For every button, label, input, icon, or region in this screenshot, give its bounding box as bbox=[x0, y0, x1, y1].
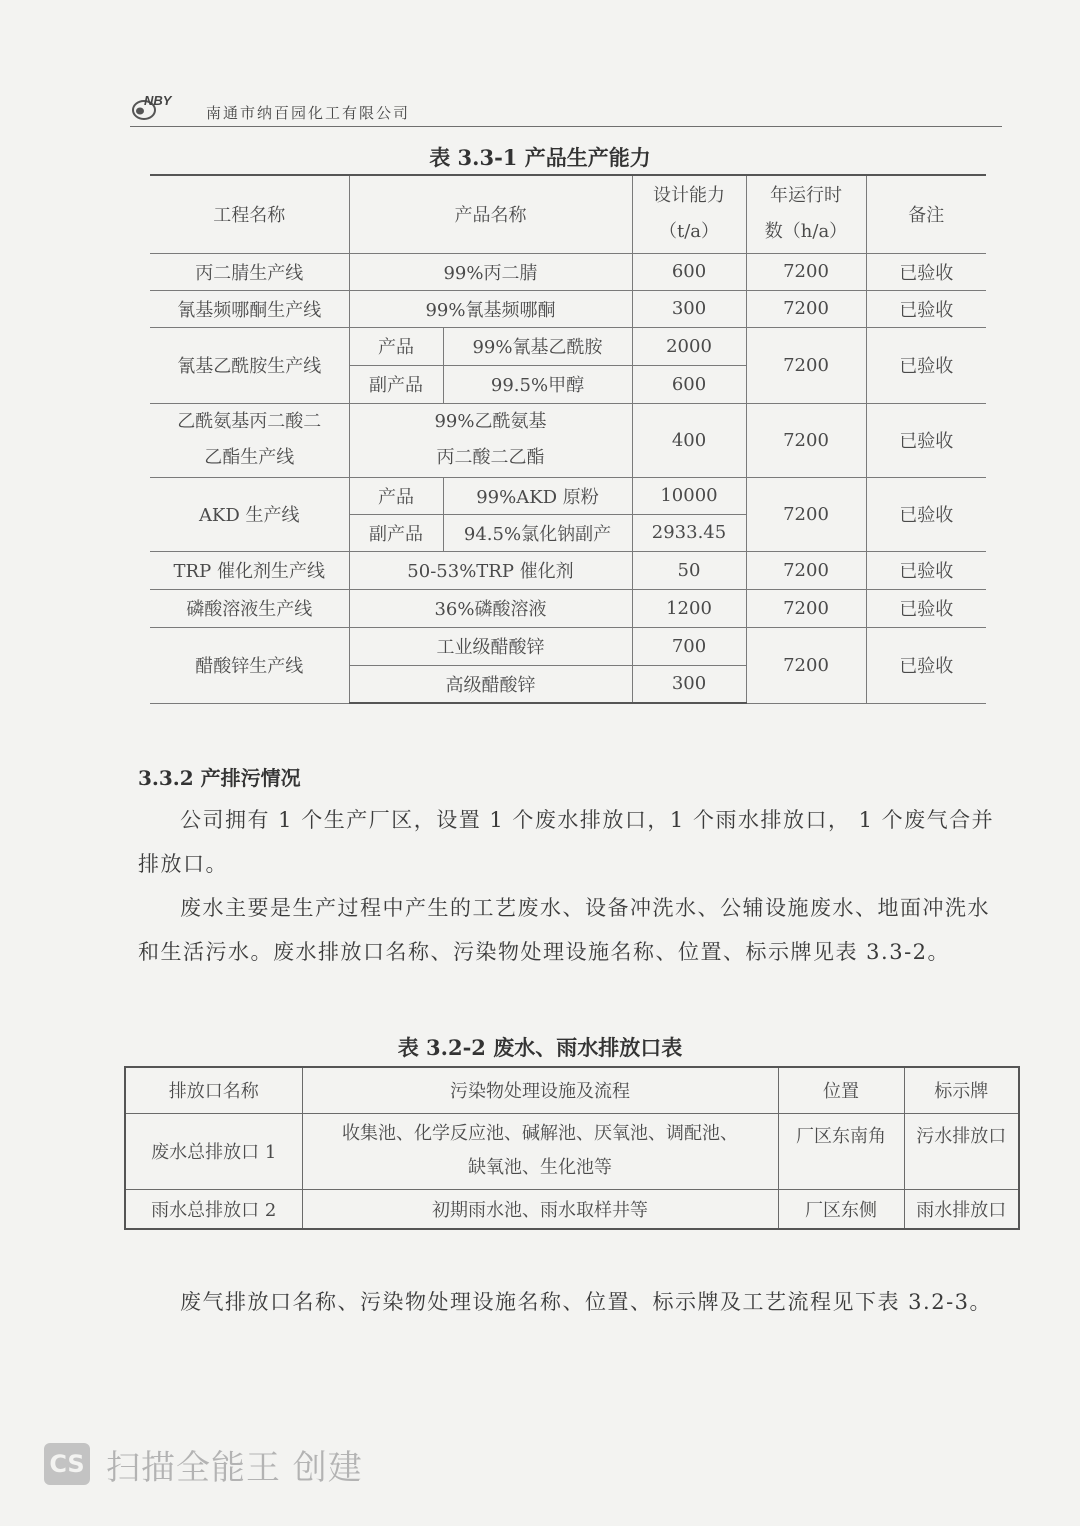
cell-remark: 已验收 bbox=[866, 477, 986, 551]
table-row bbox=[150, 290, 986, 327]
paragraph-3: 废气排放口名称、污染物处理设施名称、位置、标示牌及工艺流程见下表 3.2-3。 bbox=[180, 1290, 993, 1314]
cell-capacity: 600 bbox=[632, 365, 746, 403]
header-facility: 污染物处理设施及流程 bbox=[302, 1067, 778, 1113]
watermark-text: 扫描全能王 创建 bbox=[106, 1447, 363, 1488]
scanner-watermark bbox=[44, 1440, 363, 1488]
outlet-table bbox=[124, 1066, 1020, 1230]
cell-product: 99%氰基乙酰胺 bbox=[443, 327, 632, 365]
header-capacity: 设计能力 （t/a） bbox=[632, 175, 746, 253]
cell-project: TRP 催化剂生产线 bbox=[150, 551, 349, 589]
cell-product: 99%丙二腈 bbox=[349, 253, 632, 290]
cell-sign: 雨水排放口 bbox=[904, 1189, 1019, 1229]
cell-product: 99%AKD 原粉 bbox=[443, 477, 632, 514]
cell-capacity: 50 bbox=[632, 551, 746, 589]
cell-location: 厂区东侧 bbox=[778, 1189, 904, 1229]
cell-capacity: 1200 bbox=[632, 589, 746, 627]
cell-capacity: 600 bbox=[632, 253, 746, 290]
cell-product: 工业级醋酸锌 bbox=[349, 627, 632, 665]
section-heading: 3.3.2 产排污情况 bbox=[138, 766, 301, 790]
cell-outlet: 雨水总排放口 2 bbox=[125, 1189, 302, 1229]
cell-type: 产品 bbox=[349, 327, 443, 365]
cell-product: 99%氰基频哪酮 bbox=[349, 290, 632, 327]
header-project: 工程名称 bbox=[150, 175, 349, 253]
cell-remark: 已验收 bbox=[866, 290, 986, 327]
cell-product: 94.5%氯化钠副产 bbox=[443, 514, 632, 551]
cell-remark: 已验收 bbox=[866, 551, 986, 589]
header-hours: 年运行时 数（h/a） bbox=[746, 175, 866, 253]
cell-capacity: 700 bbox=[632, 627, 746, 665]
header-location: 位置 bbox=[778, 1067, 904, 1113]
cell-capacity: 2000 bbox=[632, 327, 746, 365]
table-row bbox=[150, 253, 986, 290]
cell-capacity: 2933.45 bbox=[632, 514, 746, 551]
cell-facility: 收集池、化学反应池、碱解池、厌氧池、调配池、 缺氧池、生化池等 bbox=[302, 1113, 778, 1189]
paragraph-1: 公司拥有 1 个生产厂区，设置 1 个废水排放口，1 个雨水排放口， 1 个废气合并排放口。 bbox=[138, 808, 995, 876]
cell-product: 36%磷酸溶液 bbox=[349, 589, 632, 627]
header-outlet: 排放口名称 bbox=[125, 1067, 302, 1113]
cell-remark: 已验收 bbox=[866, 403, 986, 477]
production-capacity-table bbox=[150, 174, 986, 704]
table2-caption: 表 3.2-2 废水、雨水排放口表 bbox=[397, 1035, 683, 1060]
cell-remark: 已验收 bbox=[866, 253, 986, 290]
cell-capacity: 300 bbox=[632, 290, 746, 327]
table-row bbox=[150, 327, 986, 365]
cell-sign: 污水排放口 bbox=[904, 1113, 1019, 1189]
table-row bbox=[150, 627, 986, 665]
header-sign: 标示牌 bbox=[904, 1067, 1019, 1113]
cell-type: 副产品 bbox=[349, 514, 443, 551]
cell-capacity: 400 bbox=[632, 403, 746, 477]
cell-remark: 已验收 bbox=[866, 589, 986, 627]
header-remark: 备注 bbox=[866, 175, 986, 253]
company-logo bbox=[130, 92, 202, 122]
cell-type: 副产品 bbox=[349, 365, 443, 403]
cell-hours: 7200 bbox=[746, 589, 866, 627]
cell-location: 厂区东南角 bbox=[778, 1113, 904, 1189]
cell-project: 乙酰氨基丙二酸二 乙酯生产线 bbox=[150, 403, 349, 477]
cell-facility: 初期雨水池、雨水取样井等 bbox=[302, 1189, 778, 1229]
table-header-row bbox=[150, 175, 986, 253]
cell-project: 醋酸锌生产线 bbox=[150, 627, 349, 703]
camscanner-logo: CS bbox=[44, 1443, 90, 1485]
cell-project: 氰基频哪酮生产线 bbox=[150, 290, 349, 327]
cell-capacity: 300 bbox=[632, 665, 746, 703]
table-row bbox=[150, 551, 986, 589]
cell-product: 高级醋酸锌 bbox=[349, 665, 632, 703]
cell-capacity: 10000 bbox=[632, 477, 746, 514]
table-header-row bbox=[125, 1067, 1019, 1113]
cell-hours: 7200 bbox=[746, 551, 866, 589]
page-header bbox=[130, 92, 1002, 127]
table-row bbox=[150, 589, 986, 627]
cell-hours: 7200 bbox=[746, 403, 866, 477]
logo-text: NBY bbox=[144, 93, 172, 108]
table-row bbox=[125, 1189, 1019, 1229]
header-product: 产品名称 bbox=[349, 175, 632, 253]
cell-project: 磷酸溶液生产线 bbox=[150, 589, 349, 627]
cell-hours: 7200 bbox=[746, 627, 866, 703]
cell-product: 50-53%TRP 催化剂 bbox=[349, 551, 632, 589]
cell-project: 氰基乙酰胺生产线 bbox=[150, 327, 349, 403]
cell-outlet: 废水总排放口 1 bbox=[125, 1113, 302, 1189]
cell-hours: 7200 bbox=[746, 477, 866, 551]
cell-hours: 7200 bbox=[746, 327, 866, 403]
cell-project: 丙二腈生产线 bbox=[150, 253, 349, 290]
table-row bbox=[150, 403, 986, 477]
paragraph-2: 废水主要是生产过程中产生的工艺废水、设备冲洗水、公辅设施废水、地面冲洗水和生活污水。废水排放口名称、污染物处理设施名称、位置、标示牌见表 3.3-2。 bbox=[138, 896, 990, 964]
table1-caption: 表 3.3-1 产品生产能力 bbox=[429, 145, 651, 170]
cell-hours: 7200 bbox=[746, 290, 866, 327]
cell-type: 产品 bbox=[349, 477, 443, 514]
table-row bbox=[150, 477, 986, 514]
cell-product: 99.5%甲醇 bbox=[443, 365, 632, 403]
cell-hours: 7200 bbox=[746, 253, 866, 290]
cell-remark: 已验收 bbox=[866, 327, 986, 403]
cell-remark: 已验收 bbox=[866, 627, 986, 703]
cell-product: 99%乙酰氨基 丙二酸二乙酯 bbox=[349, 403, 632, 477]
company-name: 南通市纳百园化工有限公司 bbox=[206, 104, 411, 122]
cell-project: AKD 生产线 bbox=[150, 477, 349, 551]
table-row bbox=[125, 1113, 1019, 1189]
